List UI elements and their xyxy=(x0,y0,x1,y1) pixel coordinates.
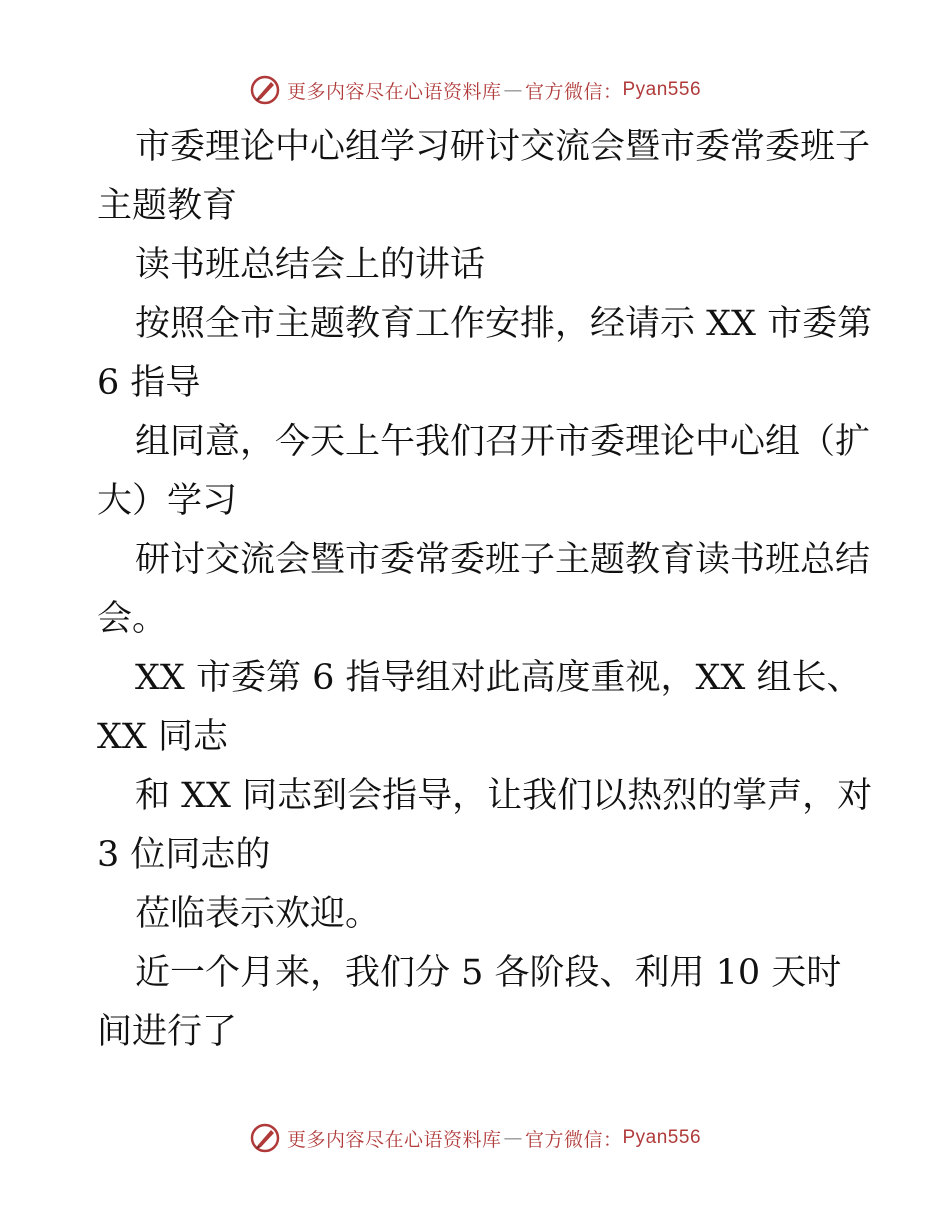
footer-suffix: 官方微信： xyxy=(524,1128,623,1151)
header-suffix: 官方微信： xyxy=(524,80,623,103)
footer-watermark xyxy=(0,1118,950,1158)
footer-separator: — xyxy=(503,1127,523,1149)
text-line: 莅临表示欢迎。 xyxy=(135,894,381,934)
text-line: 近一个月来，我们分 5 各阶段、利用 10 天时 xyxy=(135,953,842,993)
header-separator: — xyxy=(503,79,523,101)
header-text: 更多内容尽在心语资料库 xyxy=(286,80,502,103)
text-line: 大）学习 xyxy=(97,481,238,521)
text-line: 读书班总结会上的讲话 xyxy=(135,245,486,285)
text-line: 间进行了 xyxy=(97,1012,238,1052)
text-line: 6 指导 xyxy=(97,363,201,403)
text-line: XX 同志 xyxy=(97,717,228,757)
footer-text: 更多内容尽在心语资料库 xyxy=(286,1128,502,1151)
text-line: 会。 xyxy=(97,599,168,639)
pen-logo-icon xyxy=(249,1122,281,1154)
text-line: 研讨交流会暨市委常委班子主题教育读书班总结 xyxy=(135,540,871,580)
text-line: 市委理论中心组学习研讨交流会暨市委常委班子 xyxy=(135,127,871,167)
text-line: 主题教育 xyxy=(97,186,238,226)
document-body xyxy=(97,118,873,1062)
header-watermark xyxy=(0,70,950,110)
pen-logo-icon xyxy=(249,74,281,106)
text-line: XX 市委第 6 指导组对此高度重视，XX 组长、 xyxy=(135,658,862,698)
header-handle: Pyan556 xyxy=(622,79,702,100)
footer-handle: Pyan556 xyxy=(622,1127,702,1148)
text-line: 和 XX 同志到会指导，让我们以热烈的掌声，对 xyxy=(135,776,873,816)
text-line: 按照全市主题教育工作安排，经请示 XX 市委第 xyxy=(135,304,873,344)
text-line: 3 位同志的 xyxy=(97,835,271,875)
text-line: 组同意，今天上午我们召开市委理论中心组（扩 xyxy=(135,422,871,462)
